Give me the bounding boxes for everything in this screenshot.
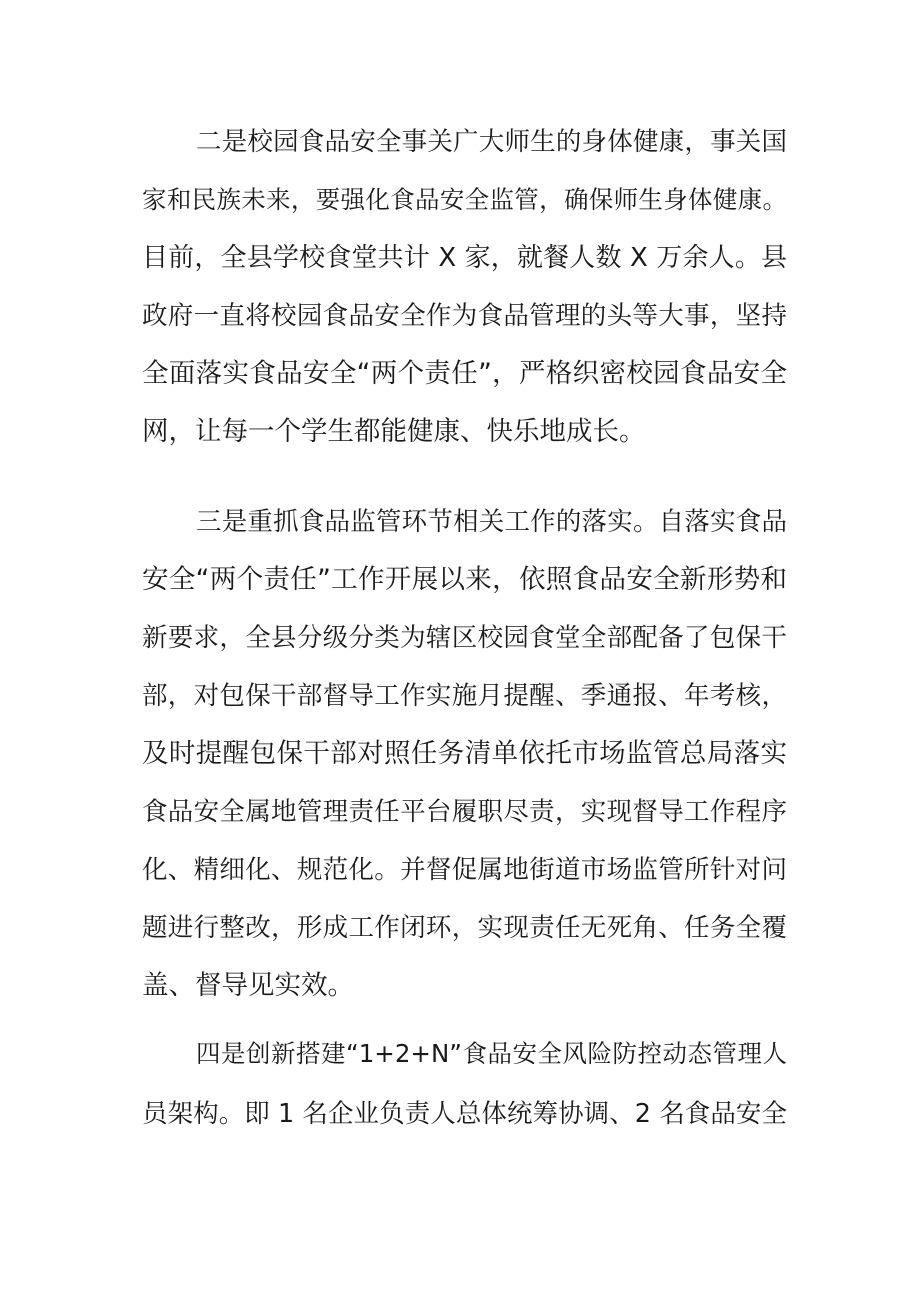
paragraph-2-line-7: 化、精细化、规范化。并督促属地街道市场监管所针对问: [142, 855, 787, 885]
paragraph-1-line-3: 目前，全县学校食堂共计 X 家，就餐人数 X 万余人。县: [142, 243, 787, 273]
paragraph-2-line-4: 部，对包保干部督导工作实施月提醒、季通报、年考核，: [142, 681, 787, 711]
paragraph-3-line-1: 四是创新搭建“1+2+N”食品安全风险防控动态管理人: [196, 1039, 787, 1068]
paragraph-1-line-4: 政府一直将校园食品安全作为食品管理的头等大事，坚持: [142, 301, 787, 331]
paragraph-2-line-2: 安全“两个责任”工作开展以来，依照食品安全新形势和: [142, 564, 787, 595]
paragraph-1-line-6: 网，让每一个学生都能健康、快乐地成长。: [142, 416, 646, 447]
paragraph-1-line-5: 全面落实食品安全“两个责任”，严格织密校园食品安全: [142, 358, 787, 389]
paragraph-3-line-2: 员架构。即 1 名企业负责人总体统筹协调、2 名食品安全: [142, 1099, 787, 1129]
paragraph-1-line-2: 家和民族未来，要强化食品安全监管，确保师生身体健康。: [142, 185, 787, 214]
paragraph-2-line-5: 及时提醒包保干部对照任务清单依托市场监管总局落实: [142, 738, 787, 769]
paragraph-2-line-9: 盖、督导见实效。: [142, 970, 354, 1001]
paragraph-2-line-3: 新要求，全县分级分类为辖区校园食堂全部配备了包保干: [142, 623, 787, 653]
paragraph-2-line-8: 题进行整改，形成工作闭环，实现责任无死角、任务全覆: [142, 913, 787, 943]
paragraph-2-line-6: 食品安全属地管理责任平台履职尽责，实现督导工作程序: [142, 797, 787, 827]
paragraph-2-line-1: 三是重抓食品监管环节相关工作的落实。自落实食品: [196, 507, 787, 537]
paragraph-1-line-1: 二是校园食品安全事关广大师生的身体健康，事关国: [196, 127, 787, 157]
